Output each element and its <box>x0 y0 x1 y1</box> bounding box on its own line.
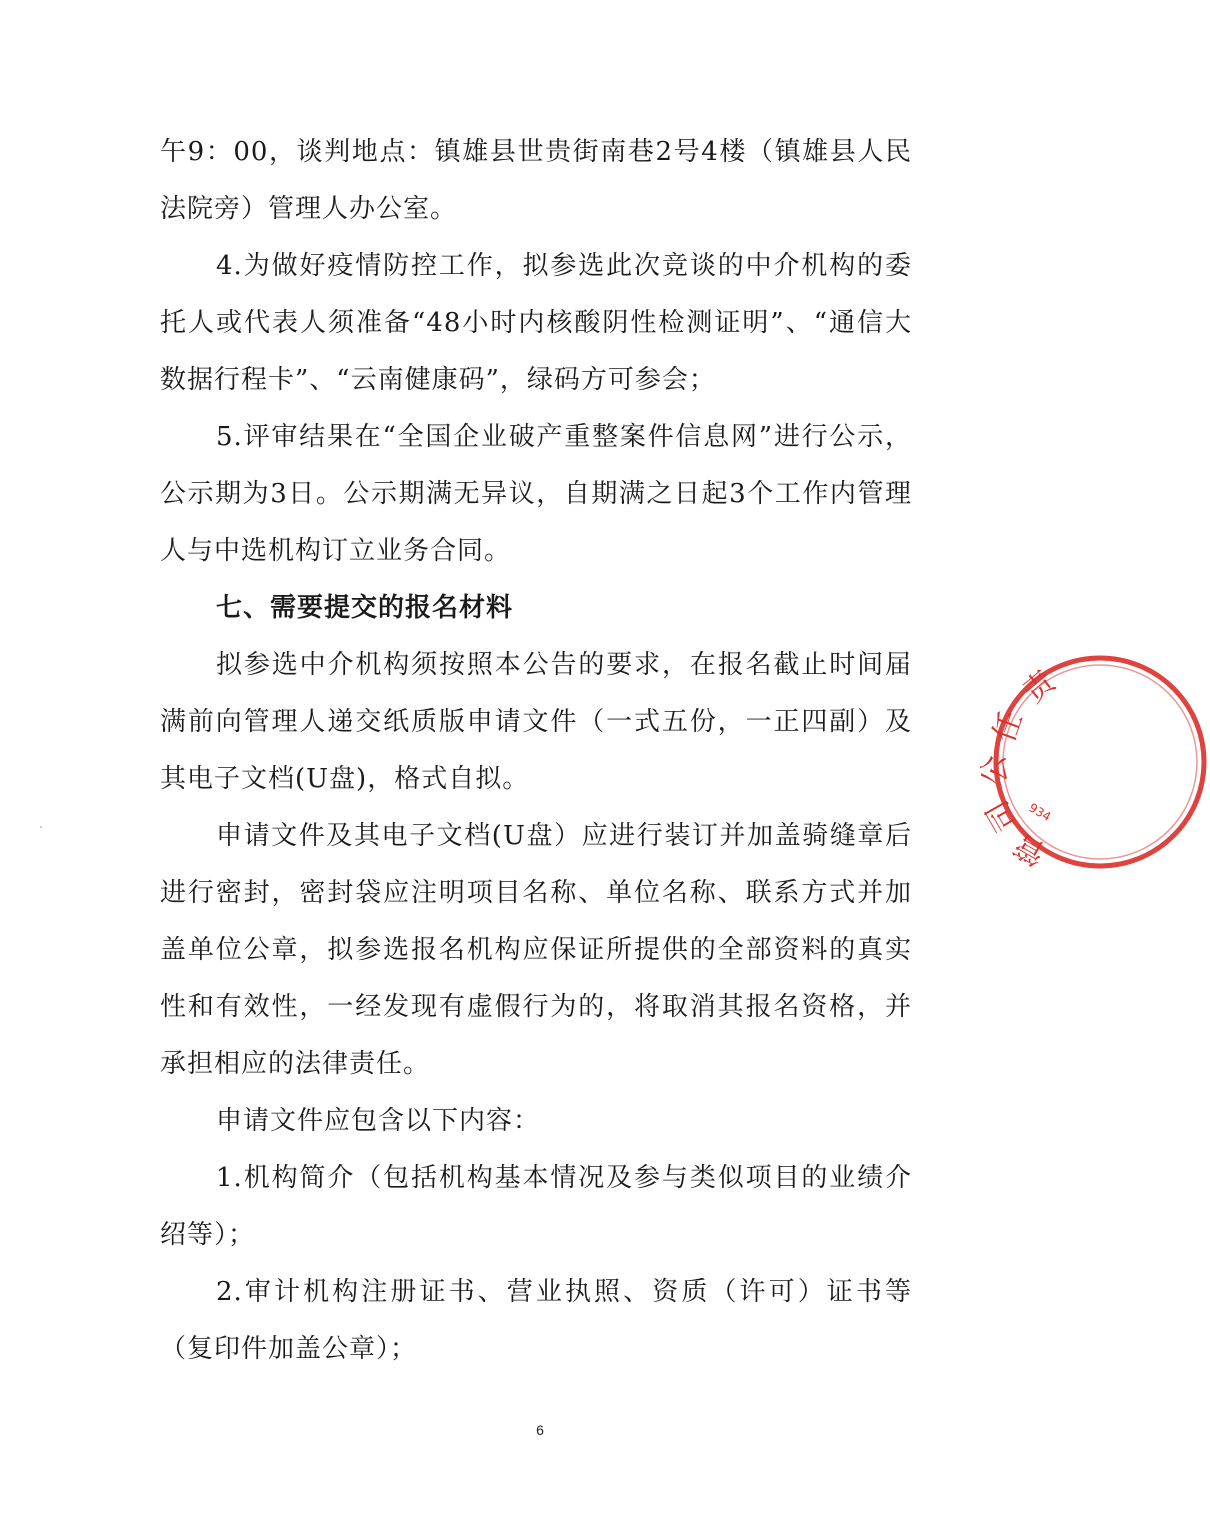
official-seal-stamp <box>976 652 1210 872</box>
svg-text:司: 司 <box>979 794 1025 838</box>
list-item: 1.机构简介（包括机构基本情况及参与类似项目的业绩介绍等）； <box>160 1163 912 1250</box>
body-text <box>160 124 912 1378</box>
paragraph: 申请文件及其电子文档(U盘）应进行装订并加盖骑缝章后进行密封，密封袋应注明项目名称、单位名称、联系方式并加盖单位公章，拟参选报名机构应保证所提供的全部资料的真实性和有效性，一经发现有虚假行为的，将取消其报名资格，并承担相应的法律责任。 <box>160 821 912 1079</box>
paragraph: 午9：00，谈判地点：镇雄县世贵街南巷2号4楼（镇雄县人民法院旁）管理人办公室。 <box>160 137 912 224</box>
svg-text:管: 管 <box>1008 826 1052 872</box>
paragraph: 4.为做好疫情防控工作，拟参选此次竞谈的中介机构的委托人或代表人须准备“48小时内核酸阴性检测证明”、“通信大数据行程卡”、“云南健康码”，绿码方可参会； <box>160 251 912 395</box>
paragraph: 申请文件应包含以下内容： <box>216 1106 541 1136</box>
svg-text:公: 公 <box>976 753 1014 787</box>
svg-text:责: 责 <box>1016 664 1063 711</box>
svg-text:任: 任 <box>986 706 1030 747</box>
scan-speck <box>40 826 42 828</box>
page-number: 6 <box>536 1422 544 1438</box>
list-item: 2.审计机构注册证书、营业执照、资质（许可）证书等（复印件加盖公章）； <box>160 1277 912 1364</box>
section-heading: 七、需要提交的报名材料 <box>216 593 514 623</box>
svg-text:934: 934 <box>1026 800 1054 825</box>
paragraph: 拟参选中介机构须按照本公告的要求，在报名截止时间届满前向管理人递交纸质版申请文件（一式五份，一正四副）及其电子文档(U盘)，格式自拟。 <box>160 650 912 794</box>
paragraph: 5.评审结果在“全国企业破产重整案件信息网”进行公示，公示期为3日。公示期满无异议，自期满之日起3个工作内管理人与中选机构订立业务合同。 <box>160 422 912 566</box>
